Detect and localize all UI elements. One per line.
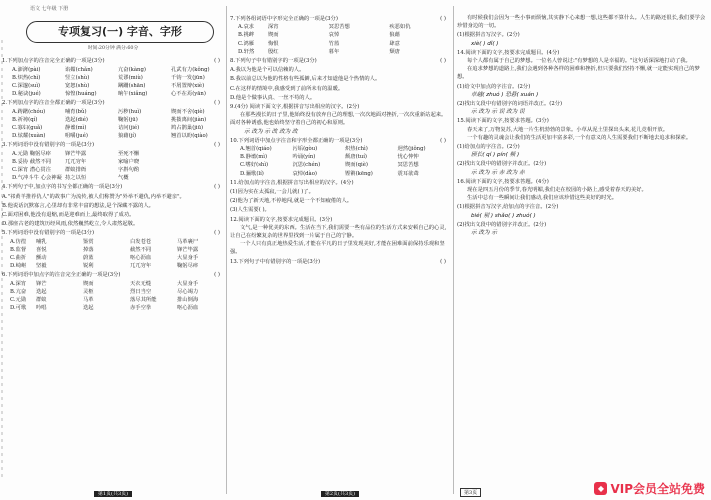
word-cell: A.彷徨 [10,238,27,245]
option-item: 不屑置辩(xiè) [171,83,205,90]
option-row [2,90,224,98]
question-stem: 16.阅读下面的文字,按要求答题。(4分) [457,178,549,185]
answer-bracket: ( ) [440,258,446,265]
word-table-row [230,23,450,31]
option-row [230,161,450,169]
word-cell: D.可歌 [10,305,27,312]
option-item: 沉思(chén) [292,162,321,169]
option-item: 蹒跚(shān) [118,83,146,90]
word-cell: B.亢奋 [10,288,27,295]
option-item: B.静谧(mì) [240,154,268,161]
word-cell: 排山倒海 [177,297,199,304]
word-cell: 群蚁 [36,297,47,304]
word-cell: A.哀求 [238,24,255,31]
word-cell: 马革裹尸 [177,238,199,245]
question-stem: D.那座古老的建筑历经风雨,依然巍然屹立,令人肃然起敬。 [2,221,139,228]
option-item: 竖立(shù) [65,74,90,81]
question-stem: 10.下列词语中加点字注音和字形全都正确的一项是(3分) ( ) [230,137,446,144]
word-cell: 锋芒毕露 [177,246,199,253]
question-stem: (1)根据拼音写汉字,给加点的字注音。(2分) [457,204,559,211]
question-stem: (1)根据拼音写汉字。(2分) [457,32,520,39]
page-title: 专项复习(一) 字音、字形 [26,21,214,43]
question-stem: D.他是个做事认真、一丝不苟的人。 [230,94,316,101]
reading-passage: 一个人只有真正地热爱生活,才能在平凡的日子里发现美好,才能在困难面前保持乐观和坚强。 [230,241,445,256]
option-item: 心不在焉(yān) [171,91,206,98]
question-stem: (2)找出文段中的错别字并改正。(2分) [457,161,547,168]
option-item: 炽热(chì) [345,146,368,153]
answer-bracket: ( ) [214,230,220,237]
option-item: A.翘首(qiáo) [240,146,272,153]
word-cell: 殷红 [268,48,279,55]
word-cell: 马革 [83,297,94,304]
word-cell: 竹篮 [328,40,340,47]
option-item: 鞠躬(jū) [118,116,138,123]
option-item: 谄媚(chǎn) [65,66,93,73]
word-cell: 锲而 [83,280,94,287]
word-cell: 截然不同 [130,246,152,253]
option-item: D.骊歌(lí) [240,170,264,177]
option-item: A.元勋 鞠躬尽瘁 [12,150,51,157]
question-stem: C.在这样的情境中,我感受到了前所未有的温暖。 [230,85,344,92]
option-item: 震耳欲聋 [397,170,419,177]
option-item: 静谧(mì) [65,125,87,132]
question-stem: 9.(4分) 阅读下面文字,根据拼音写出相应的汉字。(2分) [230,104,360,111]
option-item: 锲而不舍(qiè) [171,108,205,115]
page-number: 第1页(共3页) [94,491,132,497]
column-divider [453,6,454,494]
option-item: D.气冲斗牛 心会神凝 [12,175,62,182]
word-cell: 冥思苦想 [328,24,350,31]
question-stem: (1)给文中加点的字注音。(2分) [457,83,531,90]
reading-passage: 在追求梦想的道路上,我们会遇到各种各样的困难和挫折,但只要我们坚持不懈,就一定能实现自己的梦想。 [457,66,700,81]
question-stem: 11.给加点的字注音,根据拼音写出相应的汉字。(4分) [230,179,354,186]
question-stem: (2)找出文段中的错别字并改正。(2分) [457,221,547,228]
question-stem: A."祁黄羊推荐仇人"的故事广为流传,被人们称赞为"外举不避仇,内举不避亲"。 [2,193,185,200]
reading-passage: 文气,是一种优美的东西。生活在当下,我们需要一些有品位的生活方式来安顿自己的心灵,让自己在纷繁复杂的世界里找到一片属于自己的宁静。 [230,224,447,240]
handwritten-answer: 颀长( qí ) pín( 频 ) [471,152,520,159]
word-cell: 深宵 [268,24,279,31]
word-cell: 哀悼 [328,32,340,39]
question-stem: 3.下列词语中没有错别字的一项是(3分) ( ) [2,142,220,149]
option-item: 吟诵(yín) [292,154,316,161]
handwritten-answer: 示 改为 示 误 改为 误 [471,109,525,116]
option-item: 至死不懈 [118,150,140,157]
question-list-middle [230,0,450,266]
option-row [2,150,224,158]
vip-diamond-icon: ◆ [594,482,607,495]
option-item: 晌午(xiǎng) [118,91,148,98]
question-stem: 5.下列词语中没有错别字的一项是(3分) ( ) [2,230,220,237]
word-table-row [2,280,224,288]
question-stem: B.我以前总以为他的性格有些孤僻,后来才知道他是个热情的人。 [230,76,381,83]
reading-passage: 一个有趣的灵魂会让我们的生活更加丰富多彩,一个有意义的人生需要我们不断地去追求和探索。 [467,134,692,141]
word-cell: 灵柩 [83,288,94,295]
word-cell: 锋芒 [36,280,47,287]
answer-bracket: ( ) [214,184,220,191]
option-row [230,145,450,153]
word-cell: 迭起 [36,288,47,295]
option-item: 铿锵(kēng) [345,170,373,177]
reading-passage: 每个人都有属于自己的梦想。一位名人曾说过:"有梦想的人是幸福的。"这句话深深地打动了我。 [467,58,691,65]
word-table-row [2,296,224,304]
word-cell: 肆意 [389,40,400,47]
question-stem: A.我以为他是个可以信赖的人。 [230,67,305,74]
question-stem: 12.阅读下面的文字,按要求完成题目。(3分) [230,216,333,223]
option-item: 污垢(gòu) [292,146,318,153]
option-row [2,174,224,182]
option-item: 荒谬(miù) [118,74,143,81]
option-item: 迥然(jiǒng) [397,146,426,153]
page-number: 第3页 [460,488,481,497]
question-stem: (2)找出文段中有错别字的词语并改正。(2分) [457,101,563,108]
option-item: B.炽热(chì) [12,74,41,81]
word-cell: 蔚蓝 [83,255,94,262]
word-cell: 坚毅 [36,263,47,270]
footer-page-1 [0,490,226,497]
word-cell: 鉴赏 [83,238,94,245]
word-cell: 尽心竭力 [177,288,199,295]
word-cell: 哺乳 [36,238,47,245]
option-item: 冥思苦想 [397,162,419,169]
word-table-row [230,48,450,56]
handwritten-answer: xiè( ) dǐ( ) [471,40,499,47]
handwritten-answer: 示 改为 示 改 改为 改 [244,128,298,135]
word-cell: B.挑衅 [238,32,255,39]
option-item: 哀悼(dào) [292,170,317,177]
reading-passage: 在那些漫长的日子里,他始终没有放弃自己的理想,一次次地面对挫折,一次次重新站起来。面对各种诱惑,他也始终坚守着自己的初心和原则。 [230,112,447,127]
exam-meta: 时间:20分钟 满分:60分 [87,46,139,52]
question-stem: 7.下列各组词语中字形完全正确的一项是(3分) ( ) [230,16,446,22]
option-item: B.妥协 截然不同 [12,158,52,165]
word-table-row [2,304,224,312]
word-cell: 锲而 [268,32,279,39]
reading-passage: 生活中总有一些瞬间让我们感动,我们应该珍惜这些美好的时光。 [467,195,617,202]
option-item: 持之以恒 [65,175,87,182]
reading-passage: 有时候我们会因为一些小事而烦恼,其实静下心来想一想,这些都不算什么。人生的路还很长,我们要学会珍惜身边的一切。 [457,15,706,30]
option-item: 诘问(jié) [118,125,140,132]
word-table-row [2,246,224,254]
option-item: A.踌躇(chóu) [12,108,46,115]
option-row [2,66,224,74]
word-cell: 疾恶如仇 [389,24,411,31]
answer-bracket: ( ) [214,142,220,149]
question-stem: 8.下列句子中有错别字的一项是(3分) ( ) [230,58,446,65]
word-cell: D.崎岖 [10,263,27,270]
question-list-right [457,0,709,237]
word-cell: 兀兀穷年 [130,263,152,270]
option-item: 咀嚼(jué) [65,133,88,140]
question-stem: 1.下列加点字的注音完全正确的一项是(3分) ( ) [2,58,220,65]
word-cell: 天衣无缝 [130,280,152,287]
question-stem: (2)他为了新天地,不停地闯,就是一个不知疲倦的人。 [230,198,353,205]
handwritten-answer: 示 改为 示 赤 改为 赤 [471,169,525,176]
word-cell: 落尽其所能 [130,297,157,304]
option-item: 家喻户晓 [118,158,140,165]
question-stem: (3)人生需要( )。 [230,207,270,214]
option-item: B.祈祷(qí) [12,116,38,123]
question-stem: 6.下列词语中加点字的注音完全正确的一项是(3分) ( ) [2,272,220,279]
word-table-row [230,31,450,39]
handwritten-answer: bié( 别 ) shǎo( ) zhuó( ) [471,212,536,219]
word-cell: 大显身手 [177,255,199,262]
option-item: 颓唐(tuí) [345,154,367,161]
option-item: C.嗜好(shì) [240,162,269,169]
option-row [2,116,224,124]
word-cell: 赤手空拳 [130,305,152,312]
handwritten-answer: 卓越( zhuó ) 恐悬( xuán ) [471,91,539,98]
word-cell: 颓唐 [389,48,400,55]
option-item: D.秘诀(jué) [12,91,41,98]
word-cell: 狼藉 [389,32,400,39]
word-table-row [2,262,224,270]
option-item: C.深邃(suì) [12,83,41,90]
option-row [2,124,224,132]
option-item: 群蚁排衙 [65,167,87,174]
word-cell: 烈日当空 [130,288,152,295]
question-stem: 15.阅读下面的文字,按要求答题。(3分) [457,118,549,125]
option-item: 锲而(qiè) [345,162,368,169]
option-item: 挑拨离间(jiàn) [171,116,207,123]
reading-passage: 现在是四五月份的季节,春光明媚,我们走在校园的小路上,感受着春天的美好。 [467,187,647,194]
word-table-row [2,288,224,296]
word-cell: B.监督 [10,246,27,253]
word-cell: 颤动 [36,255,47,262]
word-cell: 白发苍苍 [130,238,152,245]
option-item: 气概 [118,175,129,182]
option-item: 迭起(dié) [65,116,88,123]
word-cell: 吟唱 [36,305,47,312]
question-list-left [2,57,224,312]
option-item: C.寡妇(guǎ) [12,125,43,132]
option-item: 鸠占鹊巢(jiū) [171,125,204,132]
reading-passage: 春天来了,万物复苏,大地一片生机勃勃的景象。小草从泥土里探出头来,花儿竞相开放。 [467,126,669,133]
answer-bracket: ( ) [214,272,220,279]
column-middle [230,0,450,500]
word-cell: 呕心沥血 [130,255,152,262]
option-item: 字斟句酌 [118,167,140,174]
word-cell: A.深宵 [10,280,27,287]
option-row [2,132,224,140]
option-item: 惊惶(huáng) [65,91,97,98]
option-item: 污秽(huì) [118,108,142,115]
word-cell: 大显身手 [177,280,199,287]
word-cell: 掉落 [83,246,94,253]
option-row [230,170,450,178]
option-item: 兀兀穷年 [65,158,87,165]
word-cell: D.轩然 [238,48,255,55]
answer-bracket: ( ) [440,58,446,65]
word-table-row [2,238,224,246]
word-cell: 呕心沥血 [177,305,199,312]
option-item: 孔武有力(kǒng) [171,66,210,73]
question-stem: 13.下列句子中有错别字的一项是(3分) ( ) [230,258,446,265]
word-cell: 锐利 [83,263,94,270]
question-stem: (1)因为实在太孤寂,一会儿就( )了。 [230,189,314,196]
option-item: C.深宵 潜心贯注 [12,167,52,174]
word-cell: 暮年 [328,48,340,55]
question-stem: 2.下列加点字的注音全都正确的一项是(3分) ( ) [2,100,220,107]
vip-banner-text: VIP会员全站免费 [610,482,705,496]
option-item: A.澎湃(pài) [12,66,41,73]
word-cell: 鞠躬尽瘁 [177,263,199,270]
answer-bracket: ( ) [214,100,220,107]
word-cell: C.鸿雁 [238,40,255,47]
option-row [2,108,224,116]
answer-bracket: ( ) [214,58,220,65]
option-item: 狼藉(jí) [118,133,137,140]
question-stem: 4.下列句子中,加点字的书写全都正确的一项是(3分) ( ) [2,184,220,191]
option-item: 亢奋(kàng) [118,66,146,73]
column-left [2,0,224,500]
vip-banner-link[interactable] [594,480,705,497]
option-item: D.炫耀(xuàn) [12,133,46,140]
option-row [2,158,224,166]
answer-bracket: ( ) [440,137,446,144]
option-item: 哺育(bǔ) [65,108,87,115]
question-stem: C.面对困难,他没有退缩,而是迎难而上,最终取得了成功。 [2,212,135,219]
footer-page-2 [228,490,452,497]
option-item: 千钧一发(jūn) [171,74,205,81]
handwritten-answer: 示 改为 示 [471,230,497,237]
column-divider [226,6,227,494]
option-row [230,153,450,161]
word-cell: 悔恨 [268,40,279,47]
page-number: 第2页(共3页) [321,491,359,497]
word-cell: C.曲折 [10,255,27,262]
option-item: 锋芒毕露 [65,150,87,157]
option-item: 忧心忡忡 [397,154,419,161]
word-cell: C.元勋 [10,297,27,304]
word-table-row [230,40,450,48]
word-cell: 迭起 [83,305,94,312]
option-item: 翘首以盼(qiào) [171,133,208,140]
option-row [2,82,224,90]
page-header: 语文 七年级 下册 [30,6,69,12]
option-item: 宽恕(shù) [65,83,90,90]
option-row [2,166,224,174]
word-table-row [2,254,224,262]
word-cell: 喜悦 [36,246,47,253]
question-stem: B.他说话沉默寡言,心里却有非常丰富的想法,是个深藏不露的人。 [2,202,154,209]
option-row [2,74,224,82]
question-stem: (1)给加点的字注音。(2分) [457,144,520,151]
answer-bracket: ( ) [440,16,446,22]
question-stem: 14.阅读下面的文字,按要求完成题目。(4分) [457,49,560,56]
column-right [457,0,709,500]
